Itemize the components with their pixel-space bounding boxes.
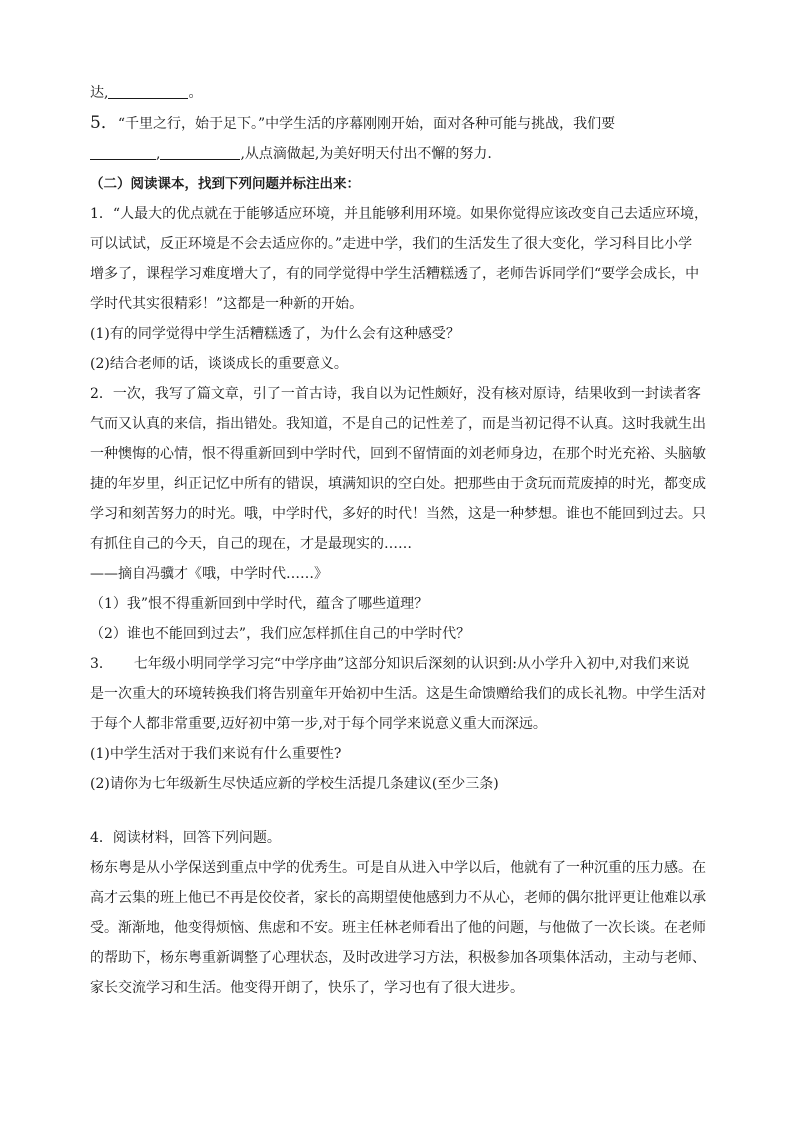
question-5-text: “千里之行，始于足下。”中学生活的序幕刚刚开始，面对各种可能与挑战，我们要 xyxy=(117,116,616,132)
question-5-line-1 xyxy=(90,108,704,139)
item-1-line: 1．“人最大的优点就在于能够适应环境，并且能够利用环境。如果你觉得应该改变自己去适应环境， xyxy=(90,206,709,222)
question-5-separator: , xyxy=(156,146,161,162)
item-3-question-1: (1)中学生活对于我们来说有什么重要性? xyxy=(90,746,342,762)
question-5-text-end: ,从点滴做起,为美好明天付出不懈的努力. xyxy=(240,146,492,162)
item-4-line: 高才云集的班上他已不再是佼佼者，家长的高期望使他感到力不从心，老师的偶尔批评更让他难以承 xyxy=(90,890,706,906)
item-4-line: 杨东粤是从小学保送到重点中学的优秀生。可是自从进入中学以后，他就有了一种沉重的压力感。在 xyxy=(90,860,706,876)
item-3-question-2: (2)请你为七年级新生尽快适应新的学校生活提几条建议(至少三条) xyxy=(90,776,499,792)
answer-blank[interactable] xyxy=(160,143,240,160)
item-2-line: 一种懊悔的心情，恨不得重新回到中学时代，回到不留情面的刘老师身边，在那个时光充裕、头脑敏 xyxy=(90,446,706,462)
item-1-question-2: (2)结合老师的话，谈谈成长的重要意义。 xyxy=(90,356,348,372)
item-2-line: 气而又认真的来信，指出错处。我知道，不是自己的记性差了，而是当初记得不认真。这时我就生出 xyxy=(90,416,706,432)
item-1-line: 增多了，课程学习难度增大了，有的同学觉得中学生活糟糕透了，老师告诉同学们“要学会成长，中 xyxy=(90,266,700,282)
answer-blank[interactable] xyxy=(90,143,156,160)
answer-blank[interactable] xyxy=(108,82,188,99)
item-4-heading: 4．阅读材料，回答下列问题。 xyxy=(90,830,281,846)
item-3-line: 于每个人都非常重要,迈好初中第一步,对于每个同学来说意义重大而深远。 xyxy=(90,716,547,732)
question-5-line-2 xyxy=(90,139,704,169)
item-1-question-1: (1)有的同学觉得中学生活糟糕透了，为什么会有这种感受？ xyxy=(90,326,460,342)
item-2-question-2: （2）谁也不能回到过去”，我们应怎样抓住自己的中学时代？ xyxy=(90,626,471,642)
top-line-suffix: 。 xyxy=(188,85,203,101)
item-4-line: 受。渐渐地，他变得烦恼、焦虑和不安。班主任林老师看出了他的问题，与他做了一次长谈。在老师 xyxy=(90,920,706,936)
section-heading: （二）阅读课本，找到下列问题并标注出来： xyxy=(90,176,360,192)
item-2-line: 有抓住自己的今天，自己的现在，才是最现实的…… xyxy=(90,536,412,552)
top-line-prefix: 达, xyxy=(90,85,109,101)
top-fill-line xyxy=(90,78,704,108)
item-3-line: 3． 七年级小明同学学习完“中学序曲”这部分知识后深刻的认识到:从小学升入初中,对我们来说 xyxy=(90,656,690,672)
item-2-source: ——摘自冯骥才《哦，中学时代……》 xyxy=(90,566,328,582)
item-1-line: 学时代其实很精彩！”这都是一种新的开始。 xyxy=(90,296,364,312)
item-2-line: 捷的年岁里，纠正记忆中所有的错误，填满知识的空白处。把那些由于贪玩而荒废掉的时光，都变成 xyxy=(90,476,706,492)
spacer xyxy=(90,799,704,823)
question-5-number: 5． xyxy=(90,113,118,133)
item-2-line: 2．一次，我写了篇文章，引了一首古诗，我自以为记性颇好，没有核对原诗，结果收到一封读者客 xyxy=(90,386,701,402)
item-1-line: 可以试试，反正环境是不会去适应你的。”走进中学，我们的生活发生了很大变化，学习科目比小学 xyxy=(90,236,693,252)
item-4-line: 的帮助下，杨东粤重新调整了心理状态，及时改进学习方法，积极参加各项集体活动，主动与老师、 xyxy=(90,950,706,966)
item-2-line: 学习和刻苦努力的时光。哦，中学时代，多好的时代！当然，这是一种梦想。谁也不能回到过去。只 xyxy=(90,506,706,522)
item-4-line: 家长交流学习和生活。他变得开朗了，快乐了，学习也有了很大进步。 xyxy=(90,980,524,996)
item-2-question-1: （1）我”恨不得重新回到中学时代，蕴含了哪些道理？ xyxy=(90,596,429,612)
item-3-line: 是一次重大的环境转换我们将告别童年开始初中生活。这是生命馈赠给我们的成长礼物。中学生活对 xyxy=(90,686,706,702)
